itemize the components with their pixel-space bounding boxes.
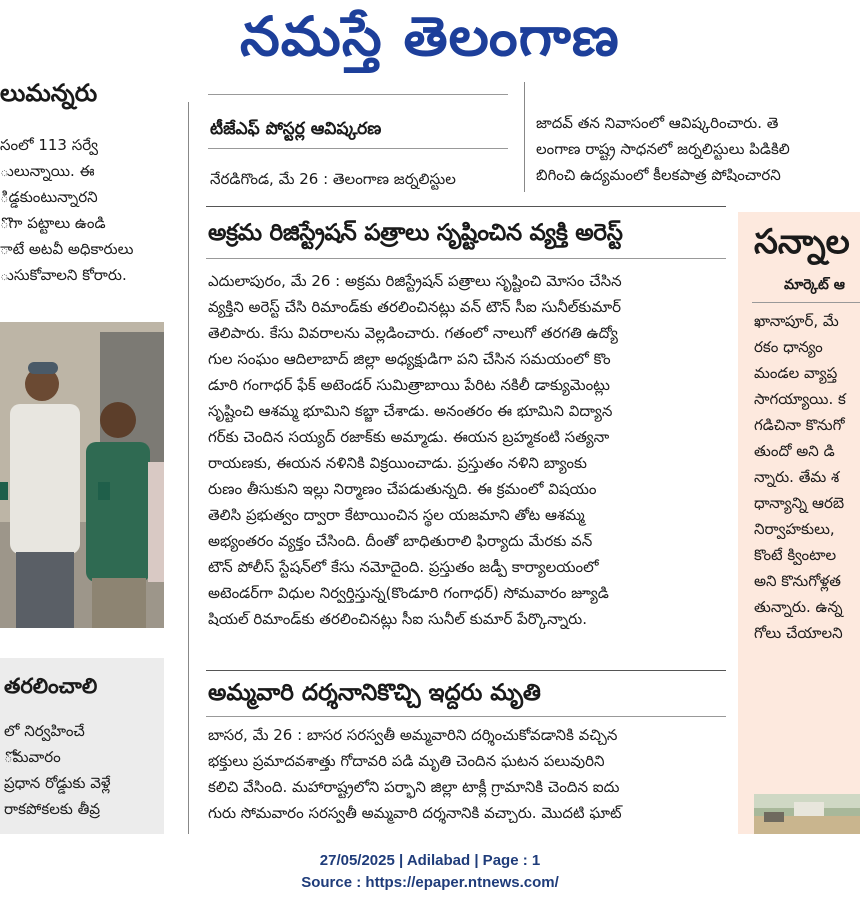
photo-people bbox=[0, 322, 164, 628]
article-drowning-line: బాసర, మే 26 : బాసర సరస్వతీ అమ్మవారిని దర్శించుకోవడానికి వచ్చిన bbox=[208, 726, 618, 744]
divider bbox=[206, 206, 726, 207]
right-column bbox=[738, 212, 860, 834]
right-line: రకం ధాన్యం bbox=[754, 338, 823, 356]
divider bbox=[206, 670, 726, 671]
left-line: ాటే అటవీ అధికారులు bbox=[0, 240, 134, 258]
top-right-block bbox=[534, 82, 860, 192]
footer-date-edition: 27/05/2025 | Adilabad | Page : 1 bbox=[319, 852, 541, 869]
left-bottom-line: రాకపోకలకు తీవ్ర bbox=[4, 800, 101, 818]
article-arrest-line: డూరి గంగాధర్ ఫేక్ అటెండర్ సుమిత్రాబాయి పేరిట నకిలీ డాక్యుమెంట్లు bbox=[208, 376, 610, 394]
right-line: మండల వ్యాప్త bbox=[754, 364, 838, 382]
left-line: ులున్నాయి. ఈ bbox=[0, 162, 95, 180]
right-line: తున్నారు. ఉన్న bbox=[754, 598, 843, 616]
left-head-fragment: లుమన్నరు bbox=[0, 82, 98, 107]
article-arrest-headline: అక్రమ రిజిస్ట్రేషన్ పత్రాలు సృష్టించిన వ్యక్తి అరెస్ట్ bbox=[208, 220, 623, 246]
top-right-line: బిగించి ఉద్యమంలో కీలకపాత్ర పోషించారని bbox=[536, 166, 781, 184]
left-line: ుసుకోవాలని కోరారు. bbox=[0, 266, 127, 284]
right-line: అని కొనుగోళ్లత bbox=[754, 572, 841, 590]
left-column bbox=[0, 82, 178, 834]
article-arrest-line: టౌన్ పోలీస్ స్టేషన్‌లో కేసు నమోదైంది. ప్రస్తుతం జడ్పీ కార్యాలయంలో bbox=[208, 558, 599, 576]
article-arrest-line: అభ్యంతరం వ్యక్తం చేసింది. దీంతో బాధితురాలి ఫిర్యాదు మేరకు వన్ bbox=[208, 532, 593, 550]
left-bottom-head: తరలించాలి bbox=[4, 674, 98, 698]
masthead bbox=[0, 0, 860, 78]
article-arrest-line: గర్‌కు చెందిన సయ్యద్ రజాక్‌కు అమ్మాడు. ఈయన బ్రహ్మకంటి సత్యనా bbox=[208, 428, 610, 446]
left-line: ొగా పట్టాలు ఉండి bbox=[0, 214, 106, 232]
top-middle-block bbox=[208, 82, 522, 192]
right-line: గోలు చేయాలని bbox=[754, 624, 843, 642]
right-line: న్నారు. తేమ శ bbox=[754, 468, 840, 486]
right-line: ధాన్యాన్ని ఆరబె bbox=[754, 494, 845, 512]
right-headline: సన్నాల bbox=[754, 222, 850, 262]
right-line: ఖానాపూర్, మే bbox=[754, 312, 839, 330]
article-drowning bbox=[206, 670, 732, 834]
left-line: ిడ్డకుంటున్నారని bbox=[0, 188, 98, 206]
left-bottom-line: ప్రధాన రోడ్డుకు వెళ్లే bbox=[4, 774, 111, 792]
article-arrest-line: గుల సంఘం ఆదిలాబాద్ జిల్లా అధ్యక్షుడిగా పని చేసిన సమయంలో కొం bbox=[208, 350, 611, 368]
masthead-title: నమస్తే తెలంగాణ bbox=[240, 5, 620, 68]
article-drowning-headline: అమ్మవారి దర్శనానికొచ్చి ఇద్దరు మృతి bbox=[208, 680, 541, 706]
article-arrest-line: ఎదులాపురం, మే 26 : అక్రమ రిజిస్ట్రేషన్ పత్రాలు సృష్టించి మోసం చేసిన bbox=[208, 272, 622, 290]
right-line: గడిచినా కొనుగో bbox=[754, 416, 845, 434]
divider bbox=[206, 716, 726, 717]
right-line: నిర్వాహకులు, bbox=[754, 520, 835, 538]
article-arrest-line: వ్యక్తిని అరెస్ట్ చేసి రిమాండ్‌కు తరలించినట్లు వన్ టౌన్ సీఐ సునీల్‌కుమార్ bbox=[208, 298, 622, 316]
article-arrest-line: రుణం తీసుకుని ఇల్లు నిర్మాణం చేపడుతున్నది. ఈ క్రమంలో విషయం bbox=[208, 480, 597, 498]
footer bbox=[0, 850, 860, 894]
right-subhead: మార్కెట్ ఆ bbox=[784, 277, 845, 293]
divider bbox=[752, 302, 860, 303]
right-line: తుందో అని డి bbox=[754, 442, 835, 460]
poster-dateline: నేరడిగొండ, మే 26 : తెలంగాణ జర్నలిస్టుల bbox=[210, 170, 456, 188]
article-drowning-line: భక్తులు ప్రమాదవశాత్తు గోదావరి పడి మృతి చెందిన ఘటన పలువురిని bbox=[208, 752, 605, 770]
right-line: సాగయ్యాయి. క bbox=[754, 390, 846, 408]
column-rule bbox=[188, 102, 189, 834]
article-arrest-line: రాయణకు, ఈయన నళినికి విక్రయించాడు. ప్రస్తుతం నళిని బ్యాంకు bbox=[208, 454, 587, 472]
left-bottom-panel bbox=[0, 658, 164, 834]
column-rule bbox=[524, 82, 525, 192]
left-line: సంలో 113 సర్వే bbox=[0, 136, 99, 154]
article-arrest-line: సృష్టించి ఆశమ్మ భూమిని కబ్జా చేశాడు. అనంతరం ఈ భూమిని విద్యాన bbox=[208, 402, 613, 420]
article-drowning-line: గురు సోమవారం సరస్వతీ అమ్మవారి దర్శనానికి వచ్చారు. మొదటి ఘాట్ bbox=[208, 804, 622, 822]
left-bottom-line: ోమవారం bbox=[4, 748, 61, 766]
divider bbox=[208, 148, 508, 149]
right-line: కొంటే క్వింటాల bbox=[754, 546, 837, 564]
article-arrest-line: షియల్ రిమాండ్‌కు తరలించినట్లు సీఐ సునీల్ కుమార్ పేర్కొన్నారు. bbox=[208, 610, 588, 628]
article-arrest-line: తెలిపారు. కేసు వివరాలను వెల్లడించారు. గతంలో నాలుగో తరగతి ఉద్యో bbox=[208, 324, 618, 342]
left-bottom-line: లో నిర్వహించే bbox=[4, 722, 85, 740]
article-arrest bbox=[206, 206, 732, 676]
photo-grain bbox=[754, 794, 860, 834]
top-right-line: జాదవ్ తన నివాసంలో ఆవిష్కరించారు. తె bbox=[536, 114, 779, 132]
poster-headline: టీజేఎఫ్ పోస్టర్ల ఆవిష్కరణ bbox=[210, 119, 382, 139]
article-arrest-line: తెలిసి ప్రభుత్వం ద్వారా కేటాయించిన స్థల యజమాని తోట ఆశమ్మ bbox=[208, 506, 585, 524]
footer-source: Source : https://epaper.ntnews.com/ bbox=[301, 874, 559, 891]
divider bbox=[206, 258, 726, 259]
article-arrest-line: అటెండర్‌గా విధుల నిర్వర్తిస్తున్న(కొండూరి గంగాధర్) సోమవారం జ్యూడి bbox=[208, 584, 609, 602]
newspaper-page bbox=[0, 82, 860, 834]
top-right-line: లంగాణ రాష్ట్ర సాధనలో జర్నలిస్టులు పిడికిలి bbox=[536, 140, 790, 158]
divider bbox=[208, 94, 508, 95]
article-drowning-line: కలిచి వేసింది. మహారాష్ట్రలోని పర్భాని జిల్లా టాక్లీ గ్రామానికి చెందిన ఐదు bbox=[208, 778, 620, 796]
